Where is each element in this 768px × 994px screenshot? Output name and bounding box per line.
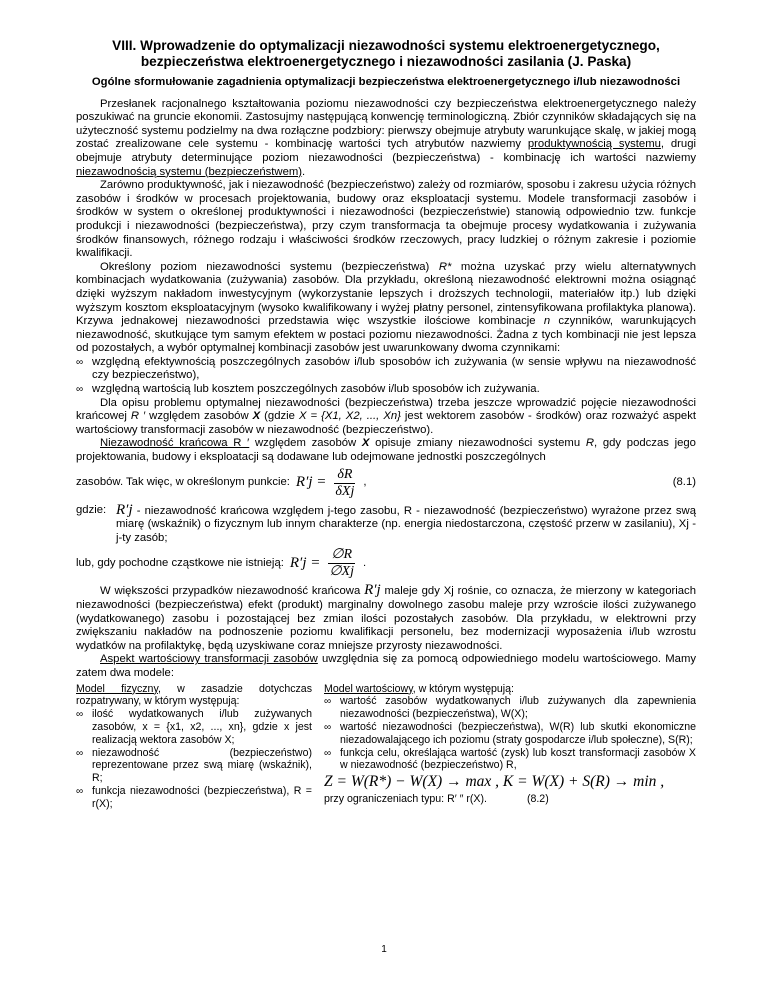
equation-number: (8.2) [526,792,549,805]
list-item: ∞ względną efektywnością poszczególnych zasobów i/lub sposobów ich zużywania (w sensie wpływu na niezawodność czy bezpieczeństwo), [76,355,696,382]
page-number: 1 [381,944,387,955]
infinity-bullet-icon: ∞ [76,384,84,396]
paragraph-4: Dla opisu problemu optymalnej niezawodności (bezpieczeństwa) trzeba jeszcze wprowadzić pojęcie niezawodności krańcowej R ′ względem zasobów X (gdzie X = {X1, X2, ..., Xn} jest wektorem zasobów - środków) oraz rozważyć aspekt wartościowy transformacji zasobów w niezawodność (bezpieczeństwo). [76,396,696,436]
bullet-list-1 [76,356,696,397]
term-aspekt: Aspekt wartościowy transformacji zasobów [100,653,318,666]
objective-formula: Z = W(R*) − W(X) → max , K = W(X) + S(R) → min , [324,773,665,791]
infinity-bullet-icon: ∞ [324,696,332,708]
eq-fraction: $\frac{\emptyset R}{\emptyset Xj}$ [329,547,354,580]
infinity-bullet-icon: ∞ [76,747,84,759]
list-item: ∞ funkcja niezawodności (bezpieczeństwa), R = r(X); [76,784,312,810]
term-produktywnosc: produktywnością systemu [527,138,661,151]
list-item: ∞ ilość wydatkowanych i/lub zużywanych zasobów, x = {x1, x2, ..., xn}, gdzie x jest realizacją wektora zasobów X; [76,708,312,746]
eq-fraction: $\frac{\delta R}{\text{δXj}}$ [335,466,355,499]
equation-alt: lub, gdy pochodne cząstkowe nie istnieją: R′j = $\frac{\emptyset R}{\emptyset Xj}$ . [76,547,367,580]
paragraph-2: Zarówno produktywność, jak i niezawodność (bezpieczeństwo) zależy od rozmiarów, sposobu i zakresu użycia różnych zasobów i środków w procesach projektowania, budowy oraz eksploatacji systemu. Modele transformacji zasobów i środków w system o określonej produktywności i niezawodności (bezpieczeństwie) stanowią odpowiednio tzw. funkcje produkcji i niezawodności (bezpieczeństwa), przy czym transformacja ta obejmuje procesy wydatkowania i zużywania środków finansowych, różnego rodzaju i właściwości środków rzeczowych, pracy ludzkiej o różnym zakresie i poziomie kwalifikacji. [76,179,696,260]
paragraph-1: Przesłanek racjonalnego kształtowania poziomu niezawodności czy bezpieczeństwa elektroenergetycznego należy poszukiwać na gruncie ekonomii. Zastosujmy następującą konwencję terminologiczną. Zbiór czynników składających się na użyteczność systemu podzielmy na dwa rozłączne podzbiory: pierwszy obejmuje atrybuty warunkujące skalę, w jakiej mogą zostać zrealizowane cele systemu - kombinację wartości tych atrybutów nazwiemy produktywnością systemu, drugi obejmuje atrybuty determinujące poziom niezawodności (bezpieczeństwa) - kombinację ich wartości nazwiemy niezawodnością systemu (bezpieczeństwem). [76,97,696,178]
paragraph-5: Niezawodność krańcowa R ′ względem zasobów X opisuje zmiany niezawodności systemu R, gdy podczas jego projektowania, budowy i eksploatacji są dodawane lub odejmowane jednostki poszczególnych [76,437,696,464]
infinity-bullet-icon: ∞ [76,356,84,368]
equation-number: (8.1) [672,476,696,489]
section-subtitle: Ogólne sformułowanie zagadnienia optymalizacji bezpieczeństwa elektroenergetycznego i/lub niezawodności [91,76,681,88]
list-item: ∞ wartość niezawodności (bezpieczeństwa), W(R) lub skutki ekonomiczne niezadowalającego ich poziomu (straty gospodarcze i/lub społeczne), S(R); [324,720,696,746]
infinity-bullet-icon: ∞ [76,709,84,721]
list-item: ∞ względną wartością lub kosztem poszczególnych zasobów i/lub sposobów ich zużywania. [76,383,540,396]
equation-8-1: zasobów. Tak więc, w określonym punkcie: R′j = $\frac{\delta R}{\text{δXj}}$ , (8.1) [76,466,696,499]
physical-model-column: Model fizyczny, w zasadzie dotychczas rozpatrywany, w którym występują: ∞ ilość wydatkowanych i/lub zużywanych zasobów, x = {x1, x2, ..., xn}, gdzie x jest realizacją wektora zasobów X; ∞ niezawodność (bezpieczeństwo) reprezentowane przez swą miarę (wskaźnik), R; ∞ funkcja niezawodności (bezpieczeństwa), R = r(X); [76,682,312,810]
eq-lhs: R′j = [295,474,327,491]
constraint-line: przy ograniczeniach typu: R′ ″ r(X). (8.2) [324,792,549,805]
term-niezawodnosc-krancowa: Niezawodność krańcowa R ′ [100,437,250,450]
definition-block: gdzie: R′j - niezawodność krańcowa względem j-tego zasobu, R - niezawodność (bezpieczeństwo) wyrażone przez swą miarę (wskaźnik) o fizycznym lub innym charakterze (np. energia niedostarczona, częstość przerw w zasilaniu), Xj - j-ty zasób; [76,501,696,544]
paragraph-7: Aspekt wartościowy transformacji zasobów uwzględnia się za pomocą odpowiedniego modelu wartościowego. Mamy zatem dwa modele: [76,653,697,679]
paragraph-6: W większości przypadków niezawodność krańcowa R′j maleje gdy Xj rośnie, co oznacza, że mierzony w kategoriach niezawodności (bezpieczeństwa) efekt (produkt) marginalny dowolnego zasobu maleje przy wzroście ilości zużywanego (wydatkowanego) zasobu i pozostającej bez zmian ilości pozostałych zasobów. Dla przykładu, w elektrowni przy zwiększaniu nakładów na podnoszenie poziomu kwalifikacji personelu, bez modernizacji wyposażenia i/lub wzrostu wydatków na profilaktykę, będą uzyskiwane coraz mniejsze przyrosty niezawodności. [76,582,696,652]
term-niezawodnosc: niezawodnością systemu (bezpieczeństwem) [76,165,303,178]
document-page [76,38,696,811]
value-model-column: Model wartościowy, w którym występują: ∞ wartość zasobów wydatkowanych i/lub zużywanych dla zapewnienia niezawodności (bezpieczeństwa), W(X); ∞ wartość niezawodności (bezpieczeństwa), W(R) lub skutki ekonomiczne niezadowalającego ich poziomu (straty gospodarcze i/lub społeczne), S(R); ∞ funkcja celu, określająca wartość (zysk) lub koszt transformacji zasobów X w niezawodność (bezpieczeństwo) R, Z = W(R*) − W(X) → max , K = W(X) + S(R) → min , przy ograniczeniach typu: R′ ″ r(X). (8.2) [324,682,696,805]
two-column-models [76,683,696,811]
list-item: ∞ funkcja celu, określająca wartość (zysk) lub koszt transformacji zasobów X w niezawodność (bezpieczeństwo) R, [324,746,696,772]
infinity-bullet-icon: ∞ [324,747,332,759]
paragraph-3: Określony poziom niezawodności systemu (bezpieczeństwa) R* można uzyskać przy wielu alternatywnych kombinacjach wydatkowania (zużywania) zasobów. Dla przykładu, określoną niezawodność elektrowni można osiągnąć dzięki wyższym nakładom inwestycyjnym (wykorzystanie lepszych i droższych technologii, materiałów itp.) lub dzięki wyższym kosztom eksploatacyjnym (wysoko kwalifikowany i wyżej płatny personel, zintensyfikowana profilaktyka planowa). Krzywa jednakowej niezawodności przedstawia więc wszystkie ilościowe kombinacje n czynników, warunkujących niezawodność, skutkujące tym samym efektem w postaci poziomu niezawodności. Żadna z tych kombinacji nie jest lepsza od pozostałych, a wybór optymalnej kombinacji zasobów jest uwarunkowany dwoma czynnikami: [76,260,696,355]
infinity-bullet-icon: ∞ [324,721,332,733]
infinity-bullet-icon: ∞ [76,785,84,797]
document-title: VIII. Wprowadzenie do optymalizacji niezawodności systemu elektroenergetycznego, bezpieczeństwa elektroenergetycznego i niezawodności zasilania (J. Paska) [112,38,660,69]
list-item: ∞ wartość zasobów wydatkowanych i/lub zużywanych dla zapewnienia niezawodności (bezpieczeństwa), W(X); [324,695,696,721]
list-item: ∞ niezawodność (bezpieczeństwo) reprezentowane przez swą miarę (wskaźnik), R; [76,746,312,785]
